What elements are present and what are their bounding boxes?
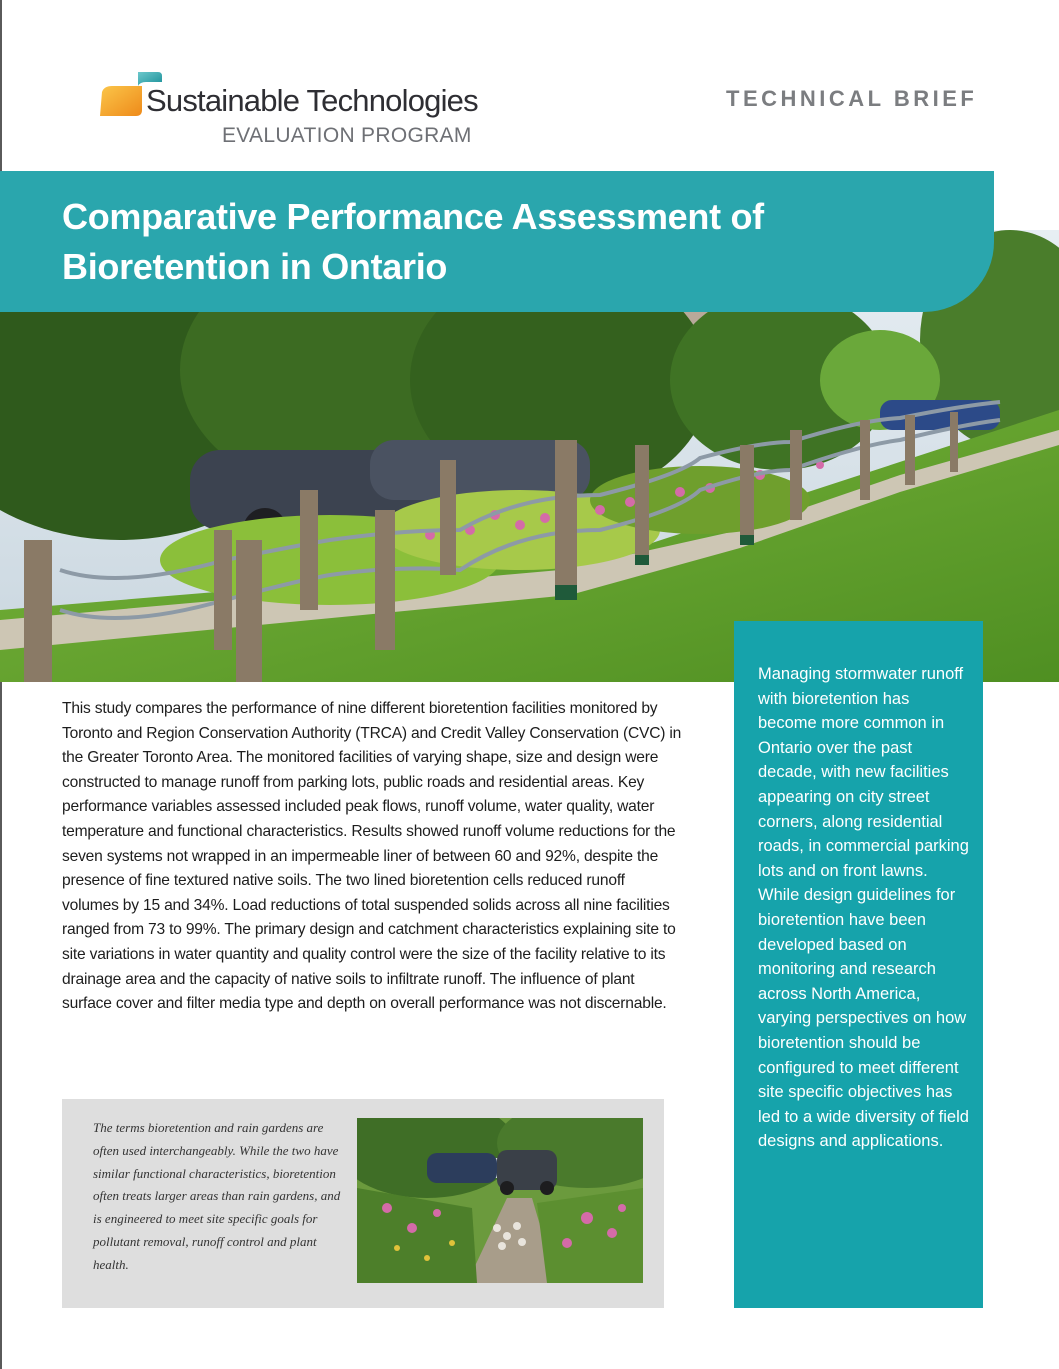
document-type-label: TECHNICAL BRIEF <box>726 86 978 111</box>
title-line-1: Comparative Performance Assessment of <box>62 196 764 237</box>
title-banner <box>0 171 994 312</box>
title-line-2: Bioretention in Ontario <box>62 246 448 287</box>
summary-sidebar <box>734 621 983 1308</box>
logo-title: Sustainable Technologies <box>146 83 478 118</box>
definition-callout-box <box>62 1099 664 1308</box>
rain-garden-photo <box>357 1118 643 1283</box>
sidebar-text: Managing stormwater runoff with bioretention has become more common in Ontario over the past decade, with new facilities appearing on city street corners, along residential roads, in commercial parking lots and on front lawns. While design guidelines for bioretention have been developed based on monitoring and research across North America, varying perspectives on how bioretention should be configured to meet different site specific objectives has led to a wide diversity of field designs and applications. <box>758 665 969 1151</box>
callout-text: The terms bioretention and rain gardens are often used interchangeably. While the two have similar functional characteristics, bioretention often treats larger areas than rain gardens, and is engineered to meet site specific goals for pollutant removal, runoff control and plant health. <box>93 1120 341 1272</box>
page-title <box>62 192 764 292</box>
program-logo <box>98 68 498 158</box>
rain-garden-photo-graphic <box>357 1118 643 1283</box>
abstract-paragraph: This study compares the performance of nine different bioretention facilities monitored by Toronto and Region Conservation Authority (TRCA) and Credit Valley Conservation (CVC) in the Greater Toronto Area. The monitored facilities of varying shape, size and design were constructed to manage runoff from parking lots, public roads and residential areas. Key performance variables assessed included peak flows, runoff volume, water quality, water temperature and functional characteristics. Results showed runoff volume reductions for the seven systems not wrapped in an impermeable liner of between 60 and 92%, despite the presence of fine textured native soils. The two lined bioretention cells reduced runoff volumes by 15 and 34%. Load reductions of total suspended solids across all nine facilities ranged from 73 to 99%. The primary design and catchment characteristics explaining site to site variations in water quantity and quality control were the size of the facility relative to its drainage area and the capacity of native soils to infiltrate runoff. The influence of plant surface cover and filter media type and depth on overall performance was not discernable. <box>62 700 682 1013</box>
logo-subtitle: EVALUATION PROGRAM <box>222 124 472 147</box>
